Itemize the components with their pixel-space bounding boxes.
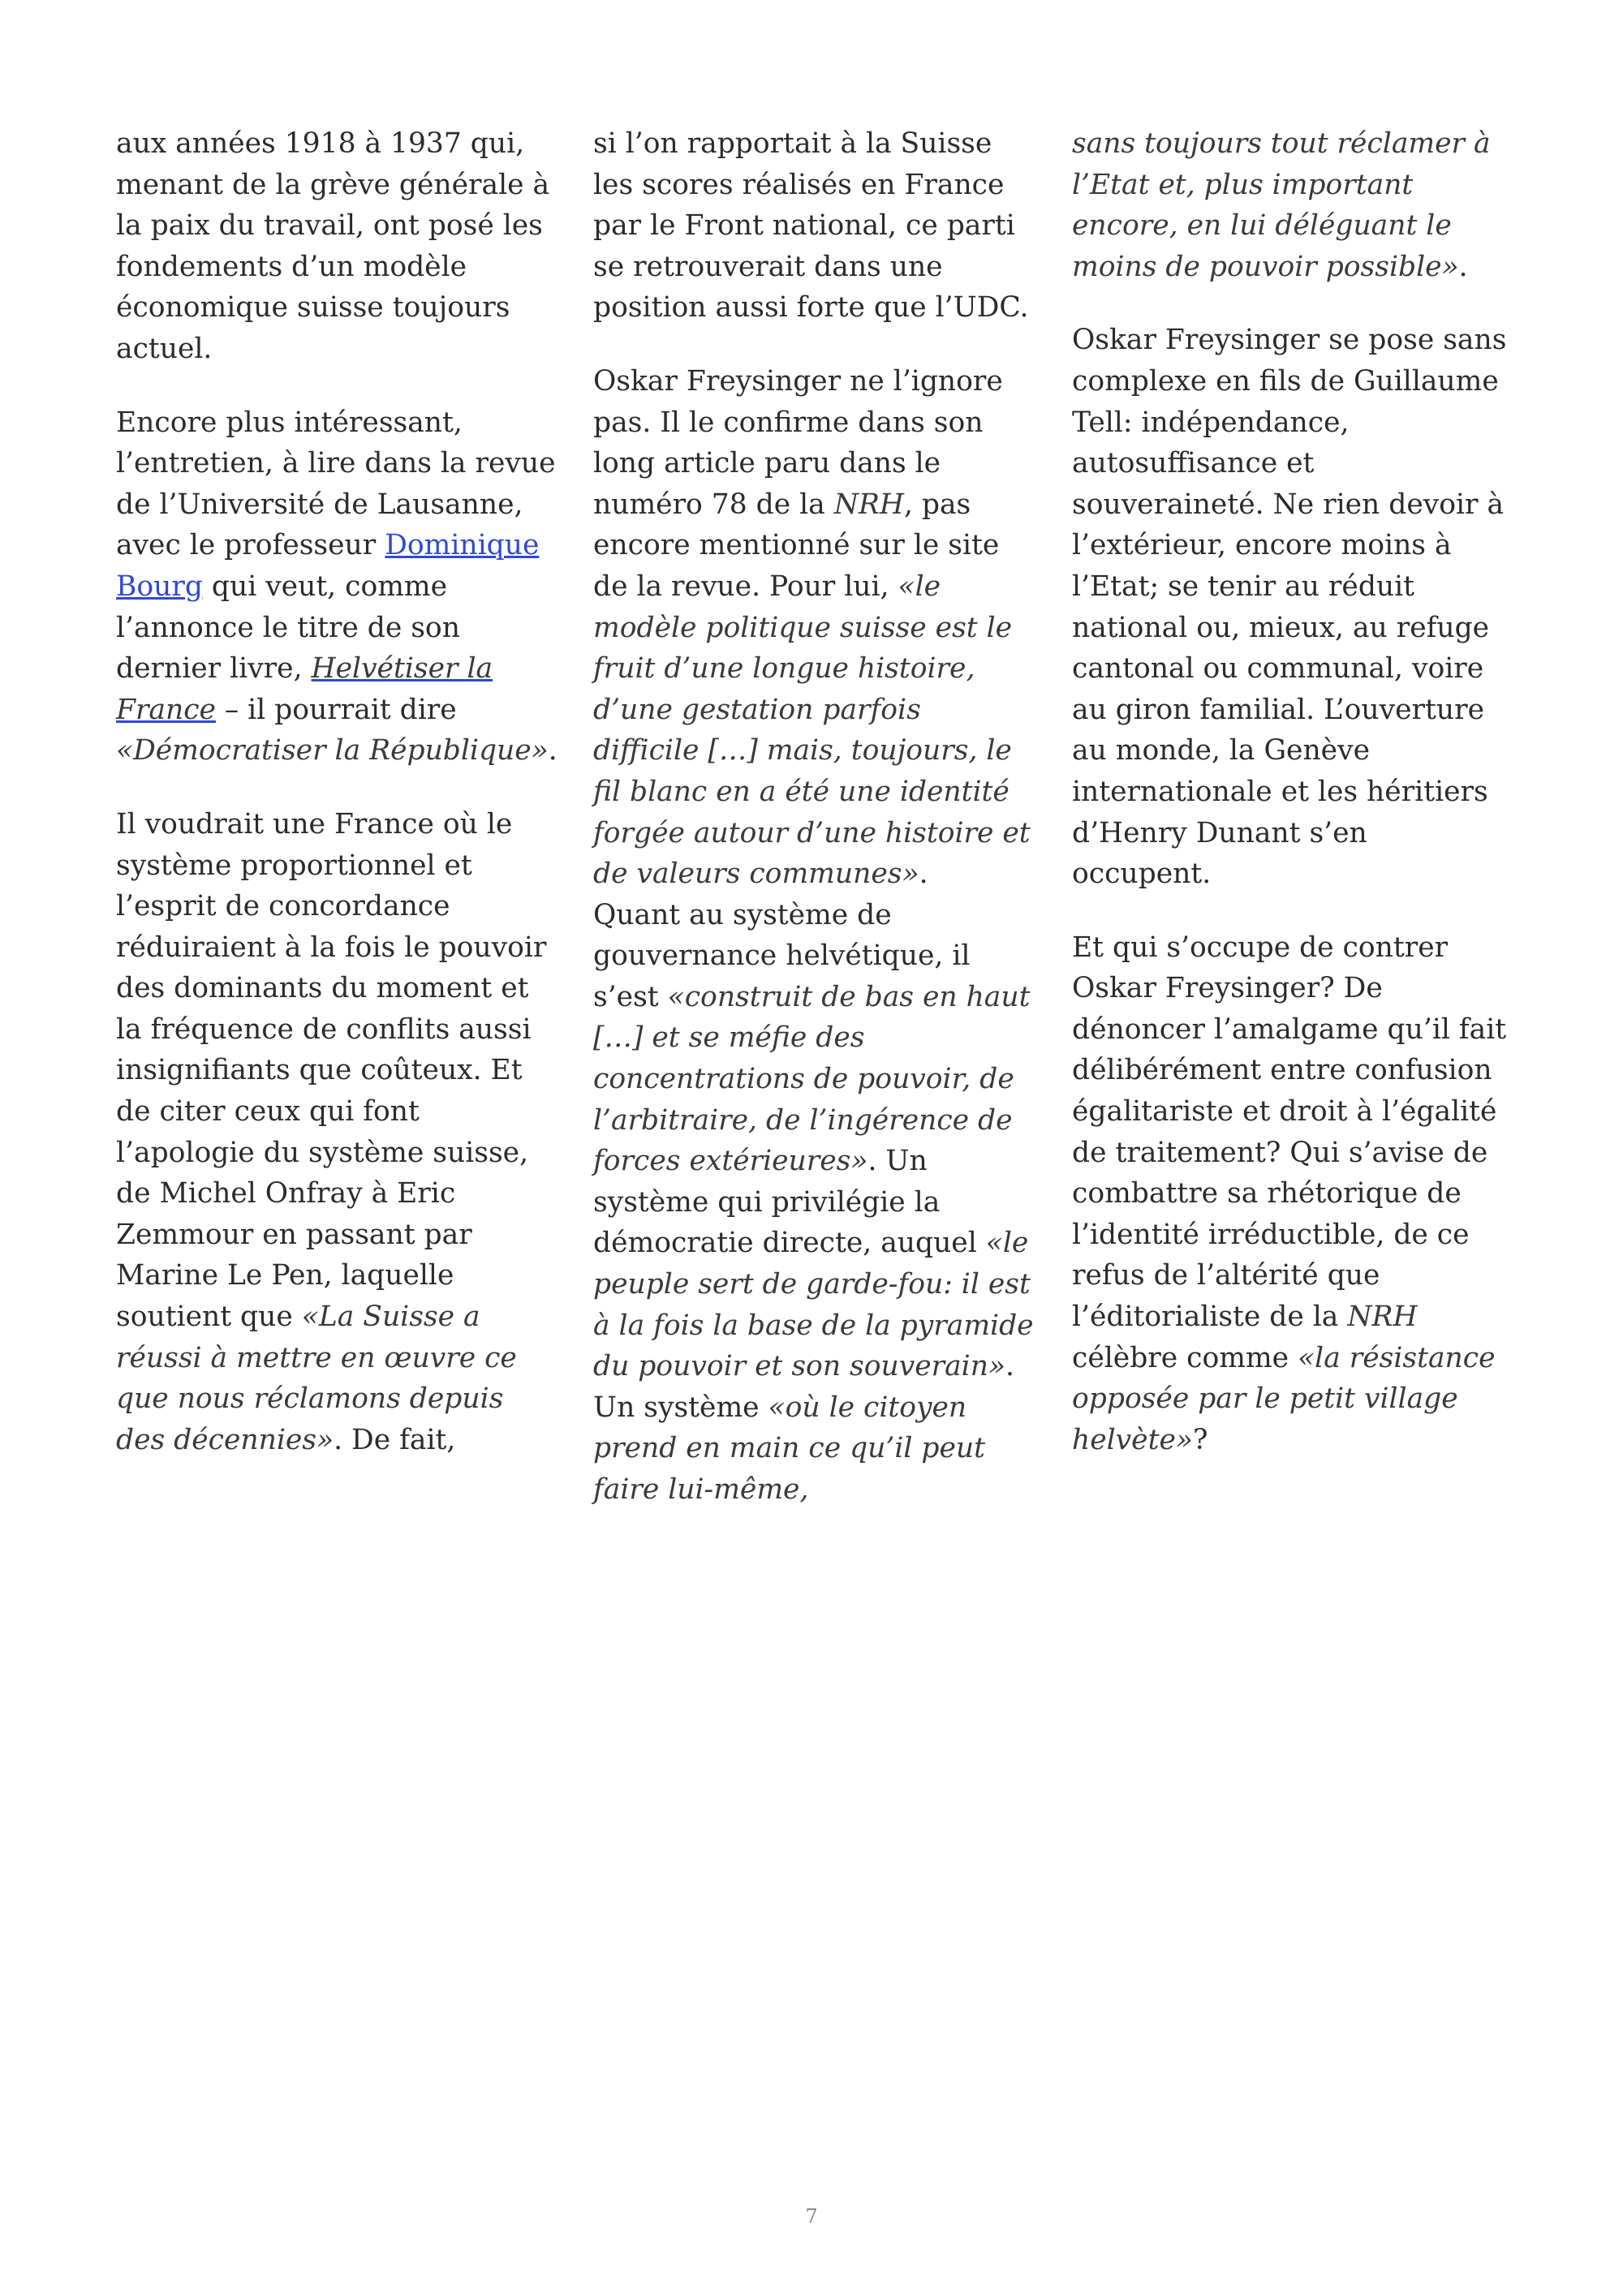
paragraph-text: . Un système qui privilégie la démocratie directe, auquel [593,1145,986,1260]
paragraph [1072,123,1514,287]
paragraph-text: Oskar Freysinger ne l’ignore pas. Il le confirme dans son long article paru dans le numéro 78 de la [593,364,1003,521]
paragraph-text: . [548,734,558,767]
page-number: 7 [805,2205,818,2228]
column-1 [116,123,558,1493]
paragraph [593,123,1035,329]
paragraph-text: Et qui s’occupe de contrer Oskar Freysinger? De dénoncer l’amalgame qu’il fait délibérément entre confusion égalitariste et droit à l’égalité de traitement? Qui s’avise de combattre sa rhétorique de l’identité irréductible, de ce refus de l’altérité que l’éditorialiste de la [1072,931,1507,1334]
paragraph-text: . De fait, [334,1423,456,1456]
paragraph [1072,927,1514,1461]
paragraph-text: Il voudrait une France où le système proportionnel et l’esprit de concordance réduiraient à la fois le pouvoir des dominants du moment et la fréquence de conflits aussi insignifiants que coûteux. Et de citer ceux qui font l’apologie du système suisse, de Michel Onfray à Eric Zemmour en passant par Marine Le Pen, laquelle soutient que [116,807,547,1334]
paragraph [593,361,1035,895]
paragraph-text: . [1458,250,1468,283]
paragraph [593,895,1035,1511]
journal-name: NRH [833,488,904,521]
journal-name: NRH [1347,1301,1418,1334]
link-text: Helvétiser la France [116,652,493,726]
paragraph [1072,320,1514,894]
paragraph-text: Oskar Freysinger se pose sans complexe en fils de Guillaume Tell: indépendance, autosuffisance et souveraineté. Ne rien devoir à l’extérieur, encore moins à l’Etat; se tenir au réduit national ou, mieux, au refuge cantonal ou communal, voire au giron familial. L’ouverture au monde, la Genève internationale et les héritiers d’Henry Dunant s’en occupent. [1072,324,1507,891]
paragraph-text: . Un système [593,1350,1015,1424]
quote: sans toujours tout réclamer à l’Etat et, plus important encore, en lui déléguant le moins de pouvoir possible» [1072,127,1491,283]
quote: «Démocratiser la République» [116,734,549,767]
column-2 [593,123,1035,1543]
paragraph-text: . [919,858,928,891]
quote: «La Suisse a réussi à mettre en œuvre ce que nous réclamons depuis des décennies» [116,1301,517,1456]
paragraph-text: Encore plus intéressant, l’entretien, à lire dans la revue de l’Université de Lausanne, avec le professeur [116,406,556,562]
paragraph-text: aux années 1918 à 1937 qui, menant de la grève générale à la paix du travail, ont posé les fondements d’un modèle économique suisse toujours actuel. [116,127,550,365]
column-3 [1072,123,1514,1493]
quote: «construit de bas en haut […] et se méfie des concentrations de pouvoir, de l’arbitraire, de l’ingérence de forces extérieures» [593,980,1031,1178]
quote: «où le citoyen prend en main ce qu’il peut faire lui-même, [593,1391,985,1506]
paragraph [116,804,558,1461]
paragraph-text: si l’on rapportait à la Suisse les scores réalisés en France par le Front national, ce parti se retrouverait dans une position aussi forte que l’UDC. [593,127,1029,325]
link-dominique-bourg[interactable]: Dominique Bourg [116,529,540,603]
paragraph-text: , pas encore mentionné sur le site de la revue. Pour lui, [593,488,1000,603]
quote: «le peuple sert de garde-fou: il est à la fois la base de la pyramide du pouvoir et son souverain» [593,1227,1034,1383]
paragraph-text: – il pourrait dire [215,693,457,726]
paragraph [116,123,558,370]
quote: «le modèle politique suisse est le fruit d’une longue histoire, d’une gestation parfois difficile […] mais, toujours, le fil blanc en a été une identité forgée autour d’une histoire et de valeurs communes» [593,570,1031,891]
paragraph-text: qui veut, comme l’annonce le titre de son dernier livre, [116,570,460,686]
paragraph-text: célèbre comme [1072,1341,1298,1374]
quote: «la résistance opposée par le petit village helvète» [1072,1341,1496,1456]
paragraph-text: ? [1192,1423,1208,1456]
paragraph [116,402,558,772]
paragraph-text: Quant au système de gouvernance helvétique, il s’est [593,898,971,1013]
